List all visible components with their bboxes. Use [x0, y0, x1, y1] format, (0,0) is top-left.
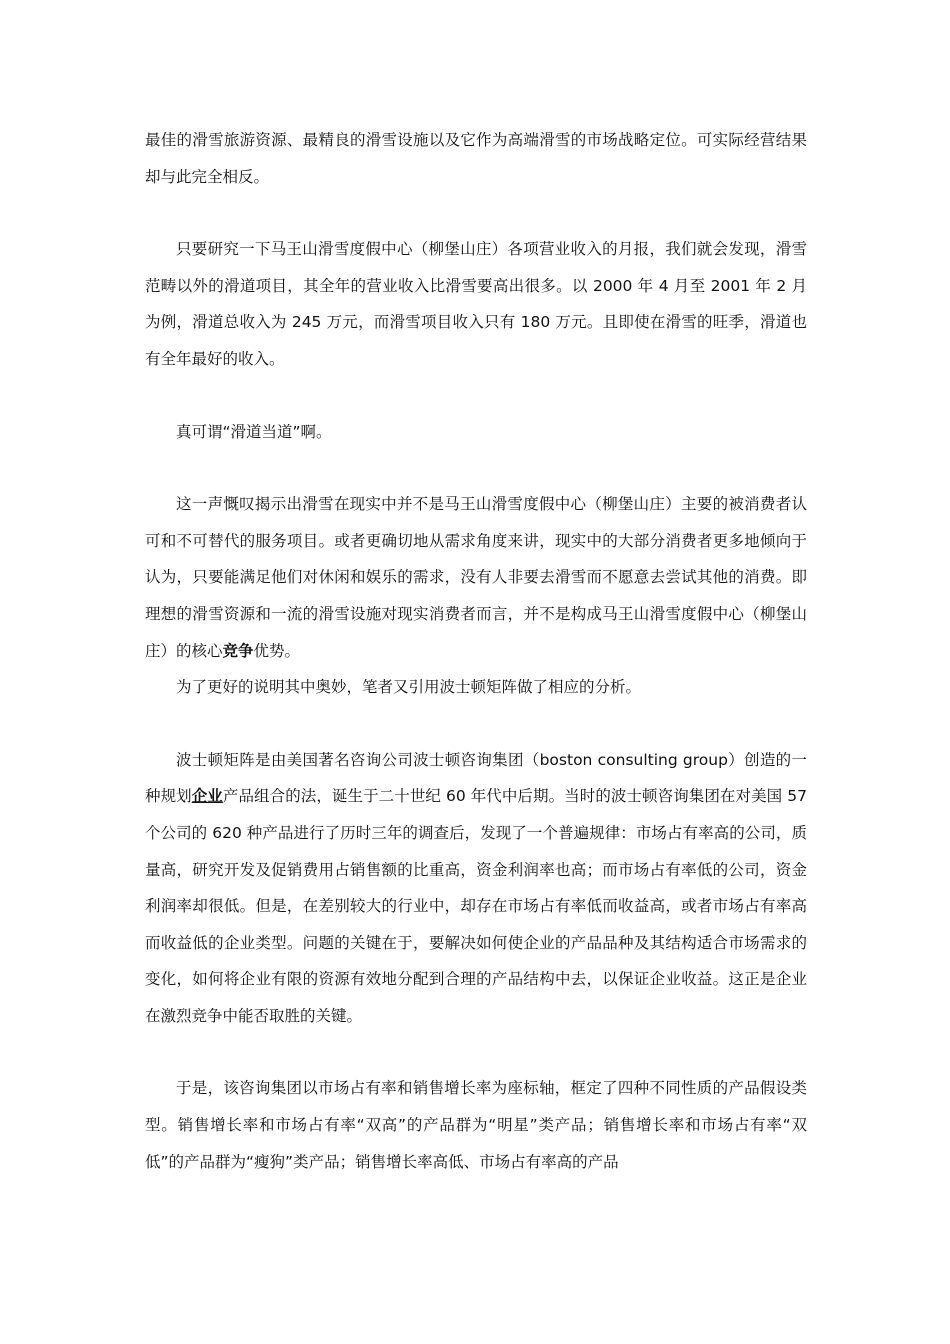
paragraph-1: 最佳的滑雪旅游资源、最精良的滑雪设施以及它作为高端滑雪的市场战略定位。可实际经营结果却与此完全相反。: [145, 131, 807, 186]
document-page: [145, 122, 807, 1180]
paragraph-6-text: 波士顿矩阵是由美国著名咨询公司波士顿咨询集团（boston consulting group）创造的一种规划: [145, 750, 807, 806]
paragraph-2: 只要研究一下马王山滑雪度假中心（柳堡山庄）各项营业收入的月报，我们就会发现，滑雪范畴以外的滑道项目，其全年的营业收入比滑雪要高出很多。以 2000 年 4 月至 2001 年 2 月为例，滑道总收入为 245 万元，而滑雪项目收入只有 180 万元。且即使在滑雪的旺季，滑道也有全年最好的收入。: [145, 240, 807, 368]
paragraph-6: [145, 742, 807, 1035]
paragraph-5: 为了更好的说明其中奥妙，笔者又引用波士顿矩阵做了相应的分析。: [176, 678, 642, 697]
keyword-link[interactable]: 企业: [191, 787, 223, 806]
paragraph-6-tail: 产品组合的法，诞生于二十世纪 60 年代中后期。当时的波士顿咨询集团在对美国 57 个公司的 620 种产品进行了历时三年的调查后，发现了一个普遍规律：市场占有率高的公司，质量高，研究开发及促销费用占销售额的比重高，资金利润率也高；而市场占有率低的公司，资金利润率却很低。但是，在差别较大的行业中，却存在市场占有率低而收益高，或者市场占有率高而收益低的企业类型。问题的关键在于，要解决如何使企业的产品品种及其结构适合市场需求的变化，如何将企业有限的资源有效地分配到合理的产品结构中去，以保证企业收益。这正是企业在激烈竞争中能否取胜的关键。: [145, 787, 807, 1025]
paragraph-3: 真可谓“滑道当道”啊。: [176, 422, 332, 441]
paragraph-7: 于是，该咨询集团以市场占有率和销售增长率为座标轴，框定了四种不同性质的产品假设类型。销售增长率和市场占有率“双高”的产品群为“明星”类产品；销售增长率和市场占有率“双低”的产品群为“瘦狗”类产品；销售增长率高低、市场占有率高的产品: [145, 1079, 807, 1171]
paragraph-4-tail: 优势。: [253, 641, 301, 660]
keyword-link[interactable]: 竞争: [222, 641, 254, 660]
paragraph-4-text: 这一声慨叹揭示出滑雪在现实中并不是马王山滑雪度假中心（柳堡山庄）主要的被消费者认可和不可替代的服务项目。或者更确切地从需求角度来讲，现实中的大部分消费者更多地倾向于认为，只要能满足他们对休闲和娱乐的需求，没有人非要去滑雪而不愿意去尝试其他的消费。即理想的滑雪资源和一流的滑雪设施对现实消费者而言，并不是构成马王山滑雪度假中心（柳堡山庄）的核心: [145, 495, 807, 660]
paragraph-4: [145, 486, 807, 669]
